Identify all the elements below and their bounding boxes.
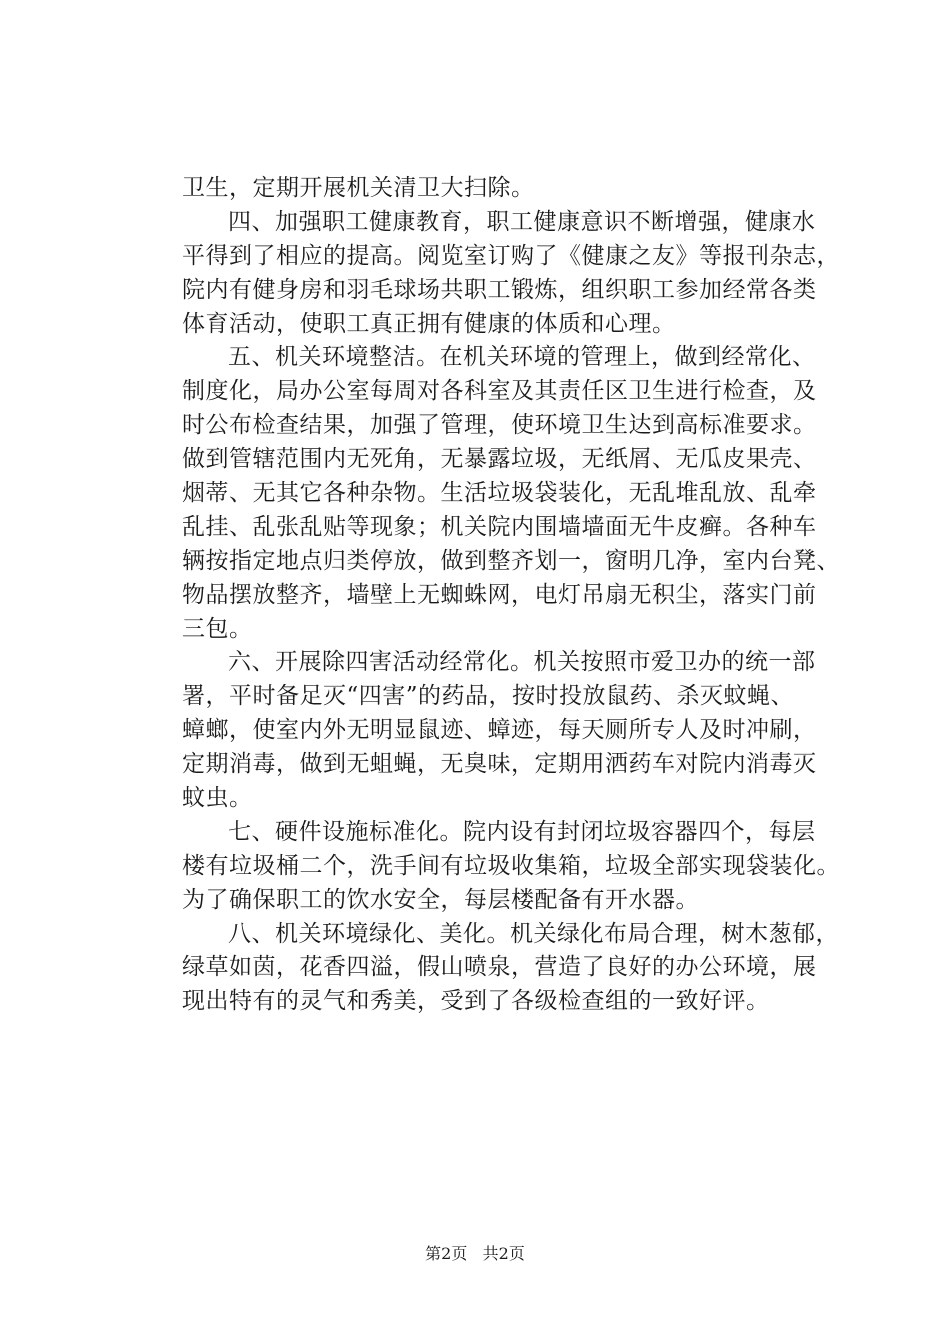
text-line: 现出特有的灵气和秀美，受到了各级检查组的一致好评。 [182,988,770,1015]
text-line: 院内有健身房和羽毛球场共职工锻炼，组织职工参加经常各类 [182,276,817,303]
text-line: 乱挂、乱张乱贴等现象；机关院内围墙墙面无牛皮癣。各种车 [182,513,817,540]
text-line: 署，平时备足灭“四害”的药品，按时投放鼠药、杀灭蚊蝇、 [182,683,795,710]
text-line: 蟑螂，使室内外无明显鼠迹、蟑迹，每天厕所专人及时冲刷， [182,717,817,744]
body-text [182,172,840,1019]
text-line: 卫生，定期开展机关清卫大扫除。 [182,175,535,201]
text-line: 三包。 [182,615,253,642]
text-line: 做到管辖范围内无死角，无暴露垃圾，无纸屑、无瓜皮果壳、 [182,446,817,473]
text-line: 为了确保职工的饮水安全，每层楼配备有开水器。 [182,886,699,913]
text-line: 四、加强职工健康教育，职工健康意识不断增强，健康水 [228,208,816,235]
text-line: 时公布检查结果，加强了管理，使环境卫生达到高标准要求。 [182,412,817,439]
text-line: 辆按指定地点归类停放，做到整齐划一，窗明几净，室内台凳、 [182,547,840,574]
page-footer [0,1243,950,1265]
text-line: 制度化，局办公室每周对各科室及其责任区卫生进行检查，及 [182,378,817,405]
text-line: 八、机关环境绿化、美化。机关绿化布局合理，树木葱郁， [228,920,839,947]
text-line: 楼有垃圾桶二个，洗手间有垃圾收集箱，垃圾全部实现袋装化。 [182,852,840,879]
text-line: 五、机关环境整洁。在机关环境的管理上，做到经常化、 [228,344,816,371]
text-line: 烟蒂、无其它各种杂物。生活垃圾袋装化，无乱堆乱放、乱牵 [182,480,817,507]
text-line: 六、开展除四害活动经常化。机关按照市爱卫办的统一部 [228,649,816,676]
text-line: 定期消毒，做到无蛆蝇，无臭味，定期用洒药车对院内消毒灭 [182,751,817,778]
text-line: 蚊虫。 [182,785,253,812]
text-line: 体育活动，使职工真正拥有健康的体质和心理。 [182,310,676,337]
text-line: 物品摆放整齐，墙壁上无蜘蛛网，电灯吊扇无积尘，落实门前 [182,581,817,608]
page-number: 第2页 [425,1244,468,1263]
text-line: 平得到了相应的提高。阅览室订购了《健康之友》等报刊杂志， [182,242,840,269]
page-total: 共2页 [482,1244,525,1263]
text-line: 七、硬件设施标准化。院内设有封闭垃圾容器四个，每层 [228,818,816,845]
text-line: 绿草如茵，花香四溢，假山喷泉，营造了良好的办公环境，展 [182,954,817,981]
